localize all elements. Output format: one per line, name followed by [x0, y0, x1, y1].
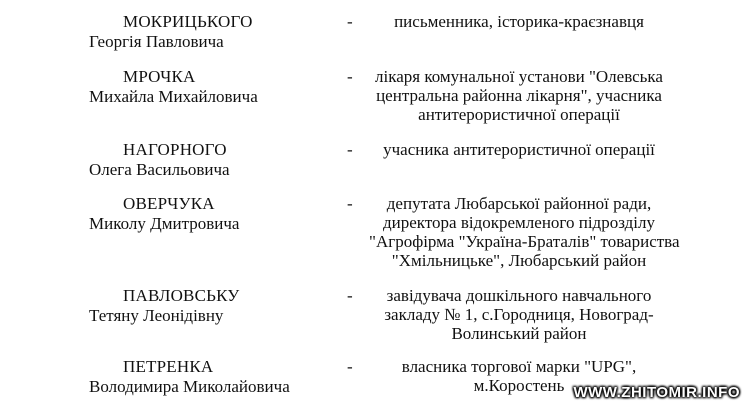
site-watermark: WWW.ZHITOMIR.INFO [573, 384, 740, 401]
description-line: антитерористичної операції [418, 105, 620, 124]
entry-dash: - [347, 67, 353, 86]
description-line: завідувача дошкільного навчального [386, 286, 652, 305]
entry-surname: ПАВЛОВСЬКУ [123, 286, 240, 305]
description-line: депутата Любарської районної ради, [386, 194, 652, 213]
entry-surname: НАГОРНОГО [123, 140, 227, 159]
entry-given-name: Миколу Дмитровича [89, 214, 240, 233]
entry-given-name: Олега Васильовича [89, 160, 230, 179]
description-line: письменника, історика-краєзнавця [394, 12, 644, 31]
entry-given-name: Володимира Миколайовича [89, 377, 290, 396]
description-line: учасника антитерористичної операції [383, 140, 655, 159]
description-line: Волинський район [451, 324, 587, 343]
entry-dash: - [347, 194, 353, 213]
description-line: "Хмільницьке", Любарський район [391, 251, 647, 270]
entry-dash: - [347, 140, 353, 159]
entry-dash: - [347, 12, 353, 31]
entry-description [369, 140, 669, 159]
entry-surname: МРОЧКА [123, 67, 196, 86]
entry-surname: ПЕТРЕНКА [123, 357, 214, 376]
entry-surname: ОВЕРЧУКА [123, 194, 215, 213]
entry-given-name: Тетяну Леонідівну [89, 306, 224, 325]
entry-description [369, 67, 669, 124]
description-line: м.Коростень [473, 376, 565, 395]
entry-description [369, 12, 669, 31]
description-line: лікаря комунальної установи "Олевська [375, 67, 663, 86]
entry-description [369, 194, 680, 270]
entry-given-name: Георгія Павловича [89, 32, 224, 51]
description-line: директора відокремленого підрозділу [383, 213, 655, 232]
description-line: закладу № 1, с.Городниця, Новоград- [384, 305, 654, 324]
description-line: "Агрофірма "Україна-Браталів" товариства [369, 232, 680, 251]
description-line: власника торгової марки "UPG", [401, 357, 637, 376]
entry-dash: - [347, 286, 353, 305]
entry-given-name: Михайла Михайловича [89, 87, 258, 106]
entry-surname: МОКРИЦЬКОГО [123, 12, 253, 31]
description-line: центральна районна лікарня", учасника [376, 86, 662, 105]
entry-dash: - [347, 357, 353, 376]
entry-description [369, 286, 669, 343]
